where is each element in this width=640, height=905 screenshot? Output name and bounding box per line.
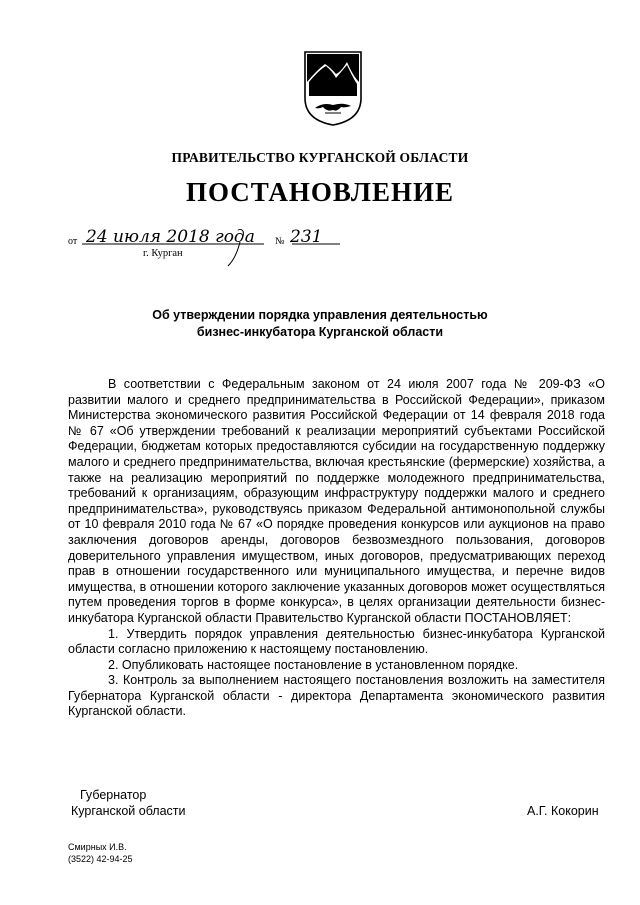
title-line-1: Об утверждении порядка управления деятельностью [152,308,488,322]
executor-info [68,841,133,865]
document-body [68,377,605,720]
document-title [0,307,640,341]
resolution-item-3: 3. Контроль за выполнением настоящего постановления возложить на заместителя Губернатора Курганской области - директора Департамента экономического развития Курганской области. [68,673,605,719]
preamble-paragraph: В соответствии с Федеральным законом от 24 июля 2007 года № 209-ФЗ «О развитии малого и среднего предпринимательства в Российской Федерации», приказом Министерства экономического развития Российской Федерации от 14 февраля 2018 года № 67 «Об утверждении требований к реализации мероприятий субъектами Российской Федерации, бюджетам которых предоставляются субсидии на государственную поддержку малого и среднего предпринимательства, включая крестьянские (фермерские) хозяйства, а также на реализацию мероприятий по поддержке молодежного предпринимательства, требований к организациям, образующим инфраструктуру поддержки малого и среднего предпринимательства», руководствуясь приказом Федеральной антимонопольной службы от 10 февраля 2010 года № 67 «О порядке проведения конкурсов или аукционов на право заключения договоров аренды, договоров безвозмездного пользования, договоров доверительного управления имуществом, иных договоров, предусматривающих переход прав в отношении государственного или муниципального имущества, и перечне видов имущества, в отношении которого заключение указанных договоров может осуществляться путем проведения торгов в форме конкурса», в целях организации деятельности бизнес-инкубатора Курганской области Правительство Курганской области ПОСТАНОВЛЯЕТ: [68,377,605,625]
signatory-name: А.Г. Кокорин [527,804,599,818]
number-handwritten: 231 [290,227,323,247]
position-line-2: Курганской области [71,804,186,818]
organization-name: ПРАВИТЕЛЬСТВО КУРГАНСКОЙ ОБЛАСТИ [171,150,469,165]
executor-phone: (3522) 42-94-25 [68,854,133,864]
handwritten-underline [82,244,342,268]
date-from-label: от [68,236,78,247]
title-line-2: бизнес-инкубатора Курганской области [196,325,444,339]
resolution-item-1: 1. Утвердить порядок управления деятельностью бизнес-инкубатора Курганской области согласно приложению к настоящему постановлению. [68,626,605,657]
kurgan-coat-of-arms-icon [303,50,363,126]
number-label: № [275,236,285,247]
document-type: ПОСТАНОВЛЕНИЕ [185,177,455,207]
executor-name: Смирных И.В. [68,842,127,852]
city-label: г. Курган [143,248,183,259]
date-handwritten: 24 июля 2018 года [86,227,255,247]
signatory-position [71,787,186,819]
position-line-1: Губернатор [80,788,147,802]
resolution-item-2: 2. Опубликовать настоящее постановление в установленном порядке. [108,657,519,672]
